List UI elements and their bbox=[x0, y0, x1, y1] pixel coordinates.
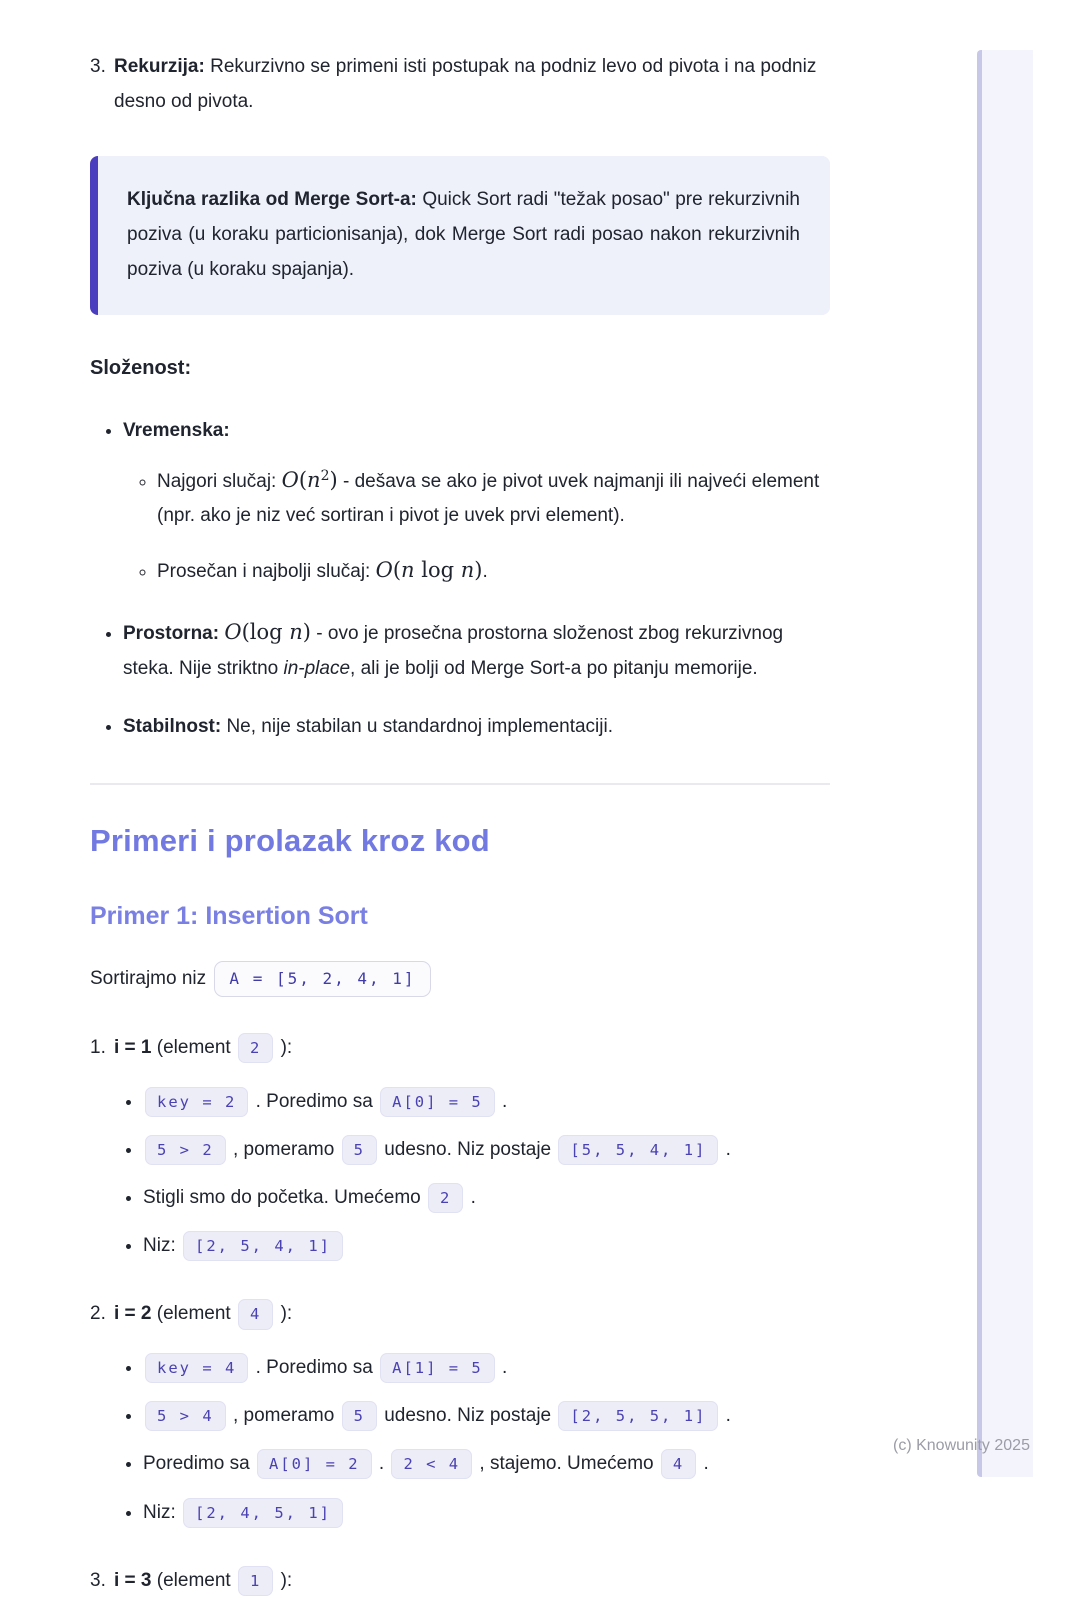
step-1-bullets bbox=[106, 1085, 830, 1264]
text-segment: Najgori slučaj: bbox=[157, 470, 282, 492]
text-segment: Rekurzija: bbox=[114, 56, 205, 77]
list-item bbox=[143, 1447, 830, 1481]
text-segment: . bbox=[698, 1453, 709, 1475]
text-segment: . bbox=[496, 1090, 508, 1112]
text-segment: n bbox=[460, 557, 475, 582]
text-segment: ( bbox=[241, 620, 250, 645]
code-chip: 4 bbox=[661, 1449, 696, 1479]
text-segment: in-place bbox=[283, 657, 351, 679]
text-segment: . bbox=[465, 1187, 476, 1209]
text-segment: , pomeramo bbox=[227, 1405, 340, 1427]
text-segment: Niz: bbox=[143, 1501, 181, 1523]
code-chip: 2 bbox=[428, 1183, 463, 1213]
text-segment: ) bbox=[302, 620, 311, 645]
code-chip: [2, 4, 5, 1] bbox=[183, 1498, 343, 1528]
code-chip: A[1] = 5 bbox=[380, 1353, 495, 1383]
text-segment: Rekurzivno se primeni isti postupak na podniz levo od pivota i na podniz desno od pivota. bbox=[114, 56, 817, 112]
list-item bbox=[143, 1399, 830, 1433]
text-segment: O bbox=[375, 557, 393, 582]
sort-intro-line bbox=[90, 961, 830, 997]
text-segment: - ovo je prosečna prostorna složenost zbog rekurzivnog steka. Nije striktno bbox=[123, 623, 784, 679]
step-number: 1. bbox=[90, 1037, 106, 1059]
text-segment: ( bbox=[392, 557, 402, 582]
text-segment: Quick Sort radi "težak posao" pre rekurzivnih poziva (u koraku particionisanja), dok Merge Sort radi posao nakon rekurzivnih poziva (u koraku spajanja). bbox=[127, 189, 800, 281]
code-chip: A[0] = 2 bbox=[257, 1449, 372, 1479]
text-segment: O bbox=[281, 467, 299, 492]
step-number: 2. bbox=[90, 1303, 106, 1325]
text-segment: ) bbox=[474, 557, 483, 582]
text-segment: . bbox=[720, 1138, 731, 1160]
list-item-stabilnost bbox=[123, 710, 830, 745]
next-page-edge bbox=[977, 50, 1033, 1477]
text-segment: n bbox=[307, 467, 321, 492]
page-title: Primeri i prolazak kroz kod bbox=[90, 823, 490, 859]
text-segment: log bbox=[249, 620, 290, 645]
text-segment: O bbox=[224, 620, 242, 645]
code-chip: 5 bbox=[342, 1401, 377, 1431]
text-segment: Prosečan i najbolji slučaj: bbox=[157, 560, 376, 582]
list-item bbox=[143, 1351, 830, 1385]
code-chip: [5, 5, 4, 1] bbox=[558, 1135, 718, 1165]
text-segment: udesno. Niz postaje bbox=[378, 1138, 557, 1160]
text-segment: (element bbox=[151, 1303, 236, 1325]
text-segment: ): bbox=[275, 1569, 293, 1591]
text-segment: i = 2 bbox=[114, 1303, 152, 1325]
list-item bbox=[143, 1229, 830, 1263]
step-3 bbox=[90, 1564, 830, 1598]
text-segment: Ne, nije stabilan u standardnoj implementaciji. bbox=[221, 716, 613, 738]
text-segment: ): bbox=[275, 1037, 293, 1059]
list-item-prostorna bbox=[123, 613, 830, 686]
text-segment: 2 bbox=[320, 467, 330, 484]
step-2-bullets bbox=[106, 1351, 830, 1530]
step-1 bbox=[90, 1031, 830, 1263]
text-segment: n bbox=[401, 557, 415, 582]
code-chip: A = [5, 2, 4, 1] bbox=[214, 961, 430, 997]
code-chip: [2, 5, 4, 1] bbox=[183, 1231, 343, 1261]
vremenska-sublist bbox=[123, 461, 830, 590]
text-segment: Poredimo sa bbox=[143, 1453, 255, 1475]
code-chip: key = 2 bbox=[145, 1087, 248, 1117]
step-header bbox=[114, 1031, 830, 1066]
subsection-title: Primer 1: Insertion Sort bbox=[90, 902, 368, 931]
list-number: 3. bbox=[90, 56, 106, 77]
text-segment: Sortirajmo niz bbox=[90, 968, 212, 990]
text-segment: ): bbox=[275, 1303, 293, 1325]
text-segment: i = 3 bbox=[114, 1569, 152, 1591]
text-segment: . Poredimo sa bbox=[250, 1357, 379, 1379]
text-segment: Ključna razlika od Merge Sort-a: bbox=[127, 189, 417, 211]
text-segment: . Poredimo sa bbox=[250, 1090, 379, 1112]
section-heading-slozenost: Složenost: bbox=[90, 357, 192, 380]
list-item-text bbox=[114, 50, 830, 119]
code-chip: key = 4 bbox=[145, 1353, 248, 1383]
code-chip: 5 bbox=[342, 1135, 377, 1165]
text-segment: , pomeramo bbox=[227, 1138, 340, 1160]
copyright-watermark: (c) Knowunity 2025 bbox=[893, 1437, 1030, 1454]
code-chip: [2, 5, 5, 1] bbox=[558, 1401, 718, 1431]
list-item-text bbox=[123, 613, 830, 686]
text-segment: Niz: bbox=[143, 1235, 181, 1257]
list-item-text bbox=[123, 414, 830, 449]
list-item bbox=[143, 1181, 830, 1215]
text-segment: udesno. Niz postaje bbox=[378, 1405, 557, 1427]
list-item-text bbox=[123, 710, 830, 745]
code-chip: 1 bbox=[238, 1566, 273, 1596]
text-segment: , stajemo. Umećemo bbox=[474, 1453, 659, 1475]
list-item bbox=[143, 1133, 830, 1167]
text-segment: log bbox=[414, 557, 461, 582]
text-segment: (element bbox=[151, 1037, 236, 1059]
code-chip: 5 > 4 bbox=[145, 1401, 226, 1431]
list-item bbox=[143, 1496, 830, 1530]
list-item bbox=[157, 551, 830, 590]
text-segment: . bbox=[496, 1357, 508, 1379]
step-header bbox=[114, 1564, 830, 1598]
divider bbox=[90, 783, 830, 785]
list-item bbox=[157, 461, 830, 534]
text-segment: (element bbox=[151, 1569, 236, 1591]
text-segment: . bbox=[373, 1453, 390, 1475]
text-segment: ( bbox=[298, 467, 308, 492]
text-segment: . bbox=[482, 560, 488, 582]
numbered-item-rekurzija bbox=[90, 50, 830, 119]
text-segment: Stabilnost: bbox=[123, 716, 222, 738]
text-segment: , ali je bolji od Merge Sort-a po pitanju memorije. bbox=[350, 657, 758, 679]
text-segment: ) bbox=[329, 467, 338, 492]
text-segment: Prostorna: bbox=[123, 623, 225, 645]
step-2 bbox=[90, 1297, 830, 1529]
step-number: 3. bbox=[90, 1569, 106, 1591]
text-segment: Vremenska: bbox=[123, 420, 230, 442]
text-segment: i = 1 bbox=[114, 1037, 152, 1059]
text-segment: - dešava se ako je pivot uvek najmanji ili najveći element (npr. ako je niz već sortiran i pivot je uvek prvi element). bbox=[157, 470, 820, 527]
text-segment: n bbox=[289, 620, 303, 645]
callout-note bbox=[90, 156, 830, 315]
code-chip: 2 bbox=[238, 1033, 273, 1063]
list-item-vremenska bbox=[123, 414, 830, 589]
code-chip: 2 < 4 bbox=[391, 1449, 472, 1479]
complexity-list bbox=[90, 414, 830, 745]
text-segment: . bbox=[720, 1405, 731, 1427]
list-item bbox=[143, 1085, 830, 1119]
text-segment: Stigli smo do početka. Umećemo bbox=[143, 1187, 427, 1209]
code-chip: A[0] = 5 bbox=[380, 1087, 495, 1117]
code-chip: 5 > 2 bbox=[145, 1135, 226, 1165]
callout-text bbox=[127, 183, 800, 288]
step-header bbox=[114, 1297, 830, 1332]
code-chip: 4 bbox=[238, 1299, 273, 1329]
